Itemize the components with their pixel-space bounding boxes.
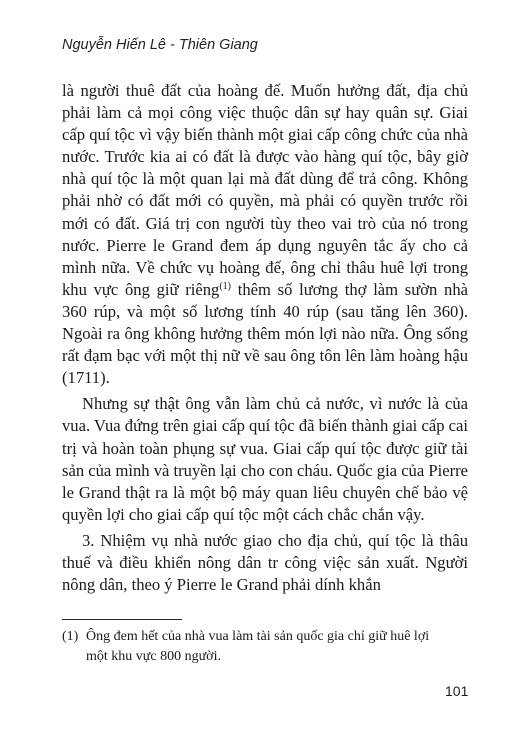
footnote-line-1: Ông đem hết của nhà vua làm tài sản quốc gia chỉ giữ huê lợi: [86, 629, 430, 644]
paragraph-1-text: là người thuê đất của hoàng đế. Muốn hưởng đất, địa chủ phải làm cả mọi công việc thuộc dân sự hay quân sự. Giai cấp quí tộc vì vậy biến thành một giai cấp công chức của nhà nước. Trước kia ai có đất là được vào hàng quí tộc, bây giờ nhà quí tộc là một quan lại mà đất dùng để trả công. Không phải nhờ có đất mới có quyền, mà phải có quyền trước rồi mới có đất. Giá trị con người tùy theo vai trò của nó trong nước. Pierre le Grand đem áp dụng nguyên tắc ấy cho cả mình nữa. Về chức vụ hoàng đế, ông chỉ thâu huê lợi trong khu vực ông giữ riêng: [62, 81, 468, 299]
paragraph-1-text-cont: thêm số lương thợ làm sườn nhà 360 rúp, và một số lương tính 40 rúp (sau tăng lên 360). Ngoài ra ông không hưởng thêm món lợi nào nữa. Ông sống rất đạm bạc với một thị nữ về sau ông tôn lên làm hoàng hậu (1711).: [62, 279, 468, 388]
footnote: [62, 627, 466, 667]
paragraph-3: 3. Nhiệm vụ nhà nước giao cho địa chủ, quí tộc là thâu thuế và điều khiển nông dân tr công việc sản xuất. Người nông dân, theo ý Pierre le Grand phải dính khắn: [62, 530, 468, 595]
paragraph-2: Nhưng sự thật ông vẫn làm chủ cả nước, vì nước là của vua. Vua đứng trên giai cấp quí tộc đã biến thành giai cấp cai trị và hoàn toàn phụng sự vua. Giai cấp quí tộc được giữ tài sản của mình và truyền lại cho con cháu. Quốc gia của Pierre le Grand thật ra là một bộ máy quan liêu chuyên chế bảo vệ quyền lợi cho giai cấp quí tộc một cách chắc chắn vậy.: [62, 394, 468, 524]
footnote-reference: (1): [219, 280, 231, 292]
page-number: 101: [445, 683, 469, 699]
footnote-marker: (1): [62, 629, 79, 644]
running-header: Nguyễn Hiến Lê - Thiên Giang: [62, 37, 258, 53]
main-text: [62, 80, 468, 596]
paragraph-1: [62, 80, 468, 389]
footnote-line-2: một khu vực 800 người.: [86, 649, 221, 664]
footnote-divider: [62, 619, 182, 620]
